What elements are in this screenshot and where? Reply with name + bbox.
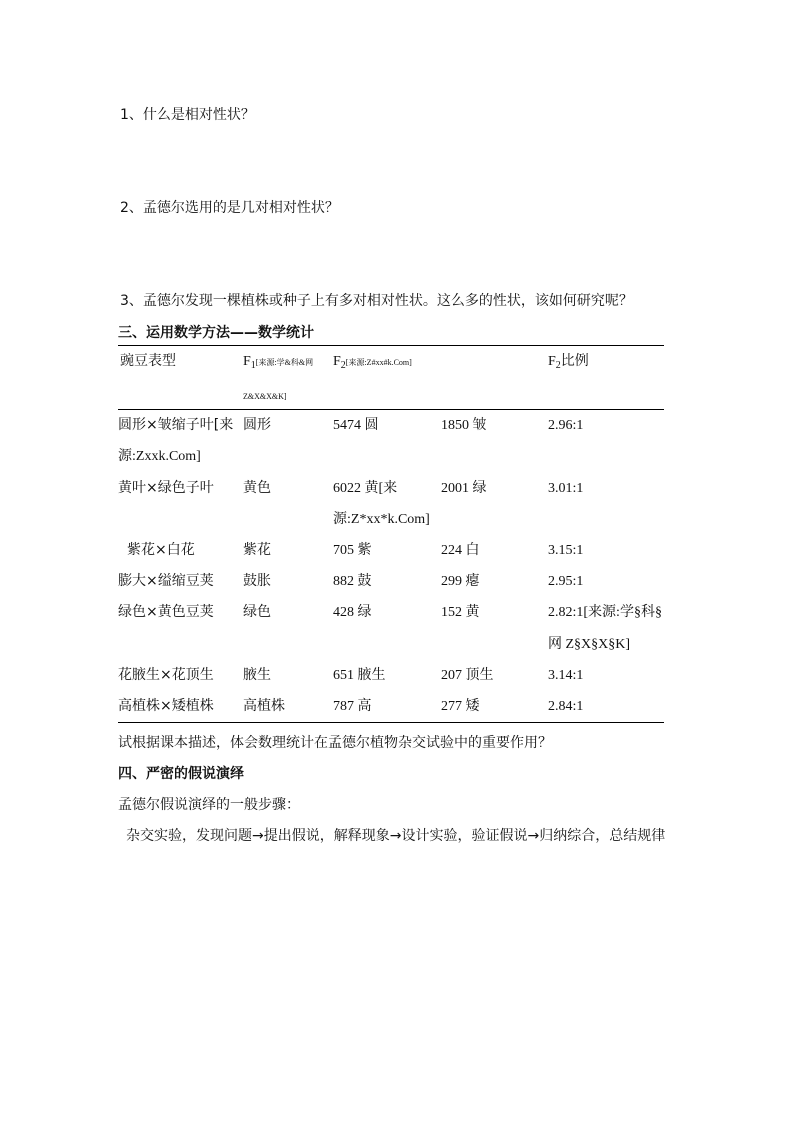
row-3-pair: 紫花×白花: [127, 542, 195, 558]
row-6-pair: 花腋生×花顶生: [118, 667, 214, 683]
question-1: 1、什么是相对性状？: [120, 107, 255, 123]
header-ratio-base: F: [548, 354, 556, 369]
row-4-ratio: 2.95:1: [548, 574, 584, 589]
header-phenotype: 豌豆表型: [120, 353, 176, 369]
header-f2-base: F: [333, 354, 341, 369]
row-4-f1: 鼓胀: [243, 573, 271, 589]
header-ratio: [548, 346, 589, 381]
row-3-ratio: 3.15:1: [548, 543, 584, 558]
row-1-recessive: 1850 皱: [441, 418, 487, 433]
header-f2-sub: 2: [340, 360, 346, 371]
header-f2-note: [来源:Z#xx#k.Com]: [345, 358, 412, 367]
row-1-f1: 圆形: [243, 417, 271, 433]
row-1-pair-cont: 源:Zxxk.Com]: [118, 449, 201, 464]
header-f2: [333, 346, 412, 381]
header-f1-sub: 1: [250, 360, 256, 371]
section-3-title: 三、运用数学方法——数学统计: [118, 325, 314, 341]
row-7-f1: 高植株: [243, 698, 285, 714]
section-3-question: 试根据课本描述，体会数理统计在孟德尔植物杂交试验中的重要作用？: [118, 735, 552, 751]
row-5-recessive: 152 黄: [441, 605, 480, 620]
row-6-f1: 腋生: [243, 667, 271, 683]
row-3-f1: 紫花: [243, 542, 271, 558]
row-5-pair: 绿色×黄色豆荚: [118, 604, 214, 620]
row-3-recessive: 224 白: [441, 543, 480, 558]
header-ratio-sub: 2: [555, 360, 561, 371]
row-5-f1: 绿色: [243, 604, 271, 620]
row-2-f1: 黄色: [243, 480, 271, 496]
row-5-dominant: 428 绿: [333, 605, 372, 620]
table-bottom-rule: [118, 722, 664, 723]
row-1-dominant: 5474 圆: [333, 418, 379, 433]
row-2-recessive: 2001 绿: [441, 481, 487, 496]
question-2: 2、孟德尔选用的是几对相对性状？: [120, 200, 339, 216]
row-1-ratio: 2.96:1: [548, 418, 584, 433]
row-5-ratio-cont: 网 Z§X§X§K]: [548, 637, 631, 652]
header-f1-note: [来源:学&科&网: [255, 358, 314, 367]
header-f1-note-line2: Z&X&X&K]: [243, 392, 287, 401]
row-7-ratio: 2.84:1: [548, 699, 584, 714]
row-4-pair: 膨大×缢缩豆荚: [118, 573, 214, 589]
section-4-steps: 杂交实验，发现问题→提出假说，解释现象→设计实验，验证假说→归纳综合，总结规律: [126, 828, 666, 844]
row-2-ratio: 3.01:1: [548, 481, 584, 496]
row-2-dominant: 6022 黄[来: [333, 481, 398, 496]
row-6-recessive: 207 顶生: [441, 668, 494, 683]
header-ratio-label: 比例: [560, 353, 589, 369]
question-3: 3、孟德尔发现一棵植株或种子上有多对相对性状。这么多的性状，该如何研究呢？: [120, 293, 633, 309]
row-6-dominant: 651 腋生: [333, 668, 386, 683]
header-f1-base: F: [243, 354, 251, 369]
row-5-ratio: 2.82:1[来源:学§科§: [548, 605, 662, 620]
row-7-recessive: 277 矮: [441, 699, 480, 714]
row-7-pair: 高植株×矮植株: [118, 698, 214, 714]
row-3-dominant: 705 紫: [333, 543, 372, 558]
row-4-dominant: 882 鼓: [333, 574, 372, 589]
section-4-title: 四、严密的假说演绎: [118, 766, 244, 782]
row-4-recessive: 299 瘪: [441, 574, 480, 589]
header-f1: [243, 346, 313, 381]
row-2-pair: 黄叶×绿色子叶: [118, 480, 214, 496]
section-4-subtitle: 孟德尔假说演绎的一般步骤：: [118, 797, 300, 813]
row-2-dominant-cont: 源:Z*xx*k.Com]: [333, 512, 430, 527]
row-1-pair: 圆形×皱缩子叶[来: [118, 417, 234, 433]
row-6-ratio: 3.14:1: [548, 668, 584, 683]
row-7-dominant: 787 高: [333, 699, 372, 714]
